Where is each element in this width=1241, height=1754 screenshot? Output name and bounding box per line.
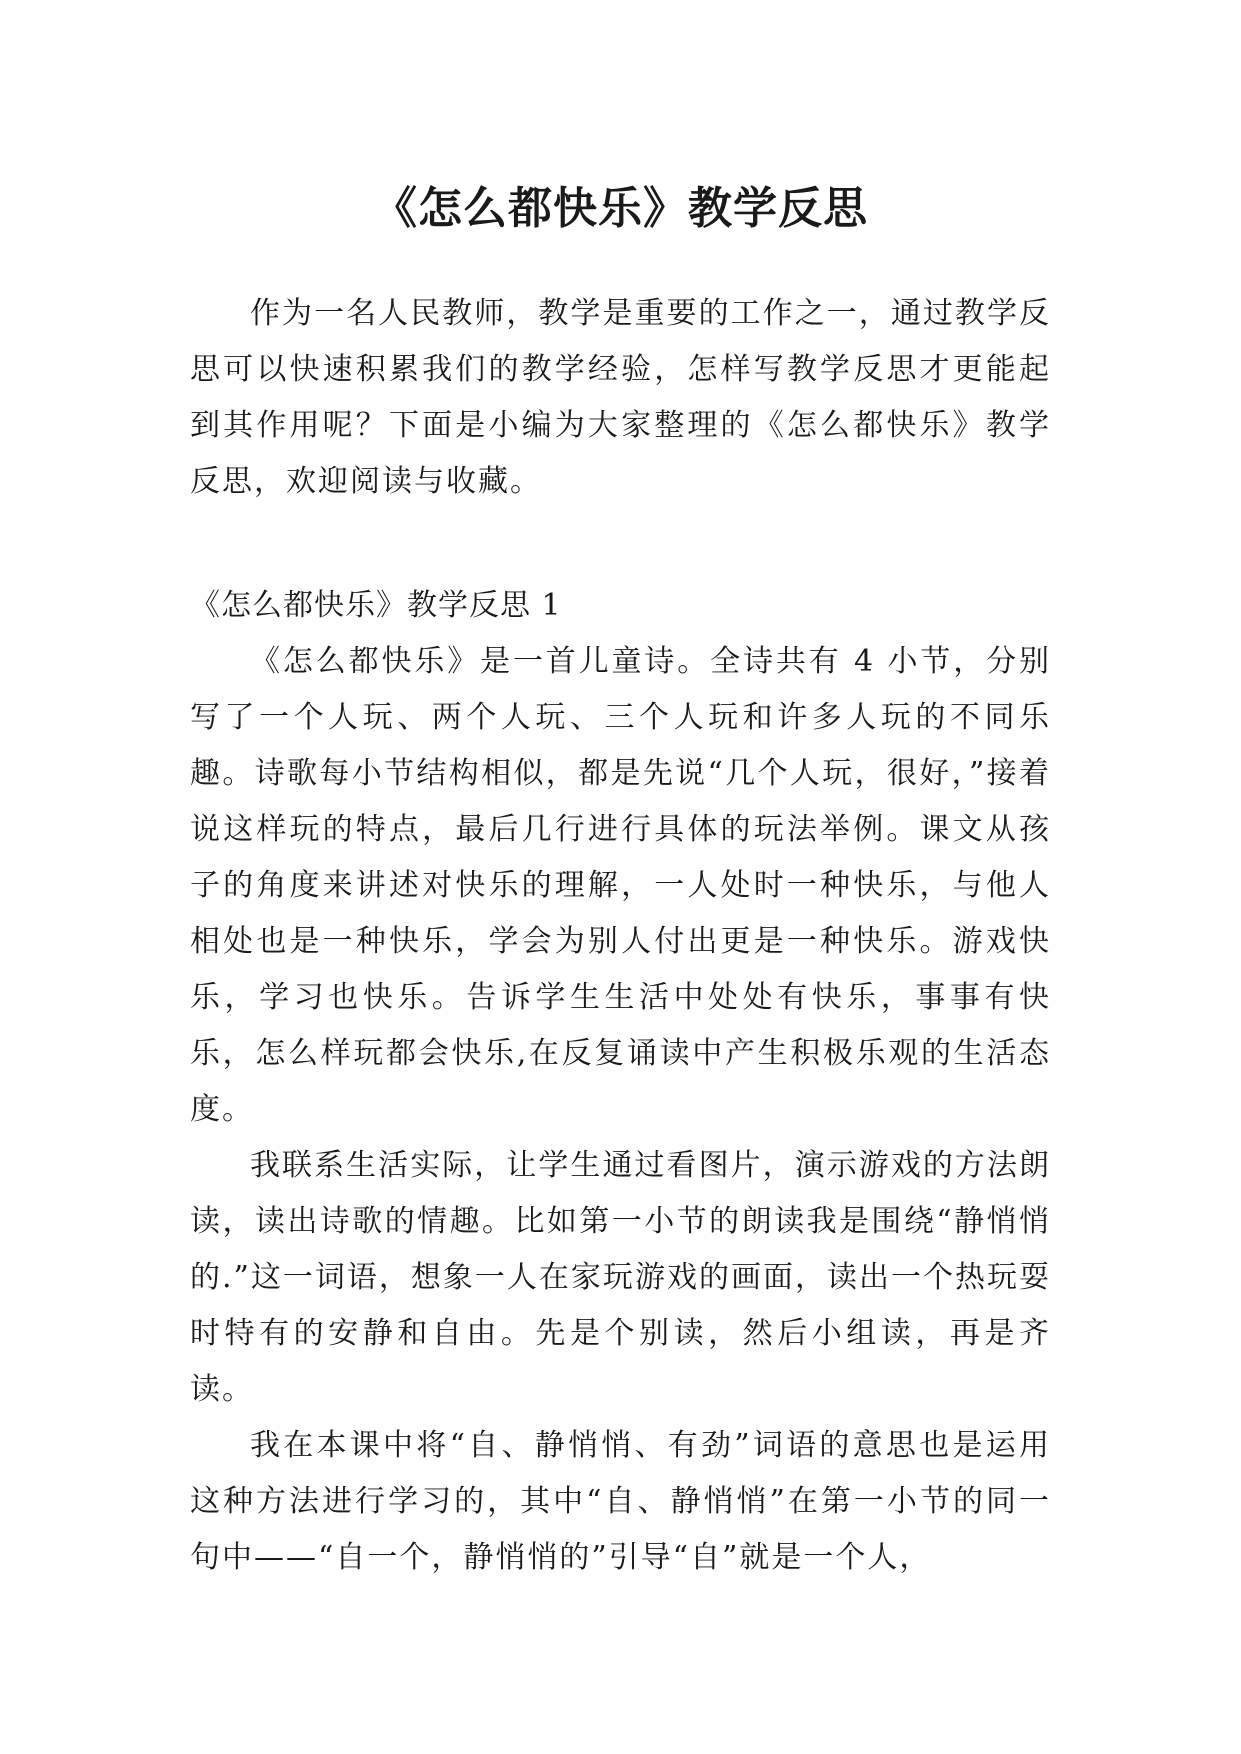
body-paragraph-1: 《怎么都快乐》是一首儿童诗。全诗共有 4 小节，分别写了一个人玩、两个人玩、三个人玩和许多人玩的不同乐趣。诗歌每小节结构相似，都是先说“几个人玩，很好，”接着说这样玩的特点，最后几行进行具体的玩法举例。课文从孩子的角度来讲述对快乐的理解，一人处时一种快乐，与他人相处也是一种快乐，学会为别人付出更是一种快乐。游戏快乐，学习也快乐。告诉学生生活中处处有快乐，事事有快乐，怎么样玩都会快乐,在反复诵读中产生积极乐观的生活态度。	[190, 644, 1051, 1127]
intro-block	[190, 286, 1051, 510]
section-block	[190, 578, 1051, 1586]
document-title: 《怎么都快乐》教学反思	[373, 183, 868, 235]
intro-paragraph: 作为一名人民教师，教学是重要的工作之一，通过教学反思可以快速积累我们的教学经验，怎样写教学反思才更能起到其作用呢？下面是小编为大家整理的《怎么都快乐》教学反思，欢迎阅读与收藏。	[190, 296, 1051, 499]
section-heading: 《怎么都快乐》教学反思 1	[190, 588, 562, 623]
body-paragraph-3: 我在本课中将“自、静悄悄、有劲”词语的意思也是运用这种方法进行学习的，其中“自、静悄悄”在第一小节的同一句中——“自一个，静悄悄的”引导“自”就是一个人，	[190, 1428, 1051, 1575]
body-paragraph-2: 我联系生活实际，让学生通过看图片，演示游戏的方法朗读，读出诗歌的情趣。比如第一小节的朗读我是围绕“静悄悄的.”这一词语，想象一人在家玩游戏的画面，读出一个热玩耍时特有的安静和自由。先是个别读，然后小组读，再是齐读。	[190, 1148, 1051, 1407]
